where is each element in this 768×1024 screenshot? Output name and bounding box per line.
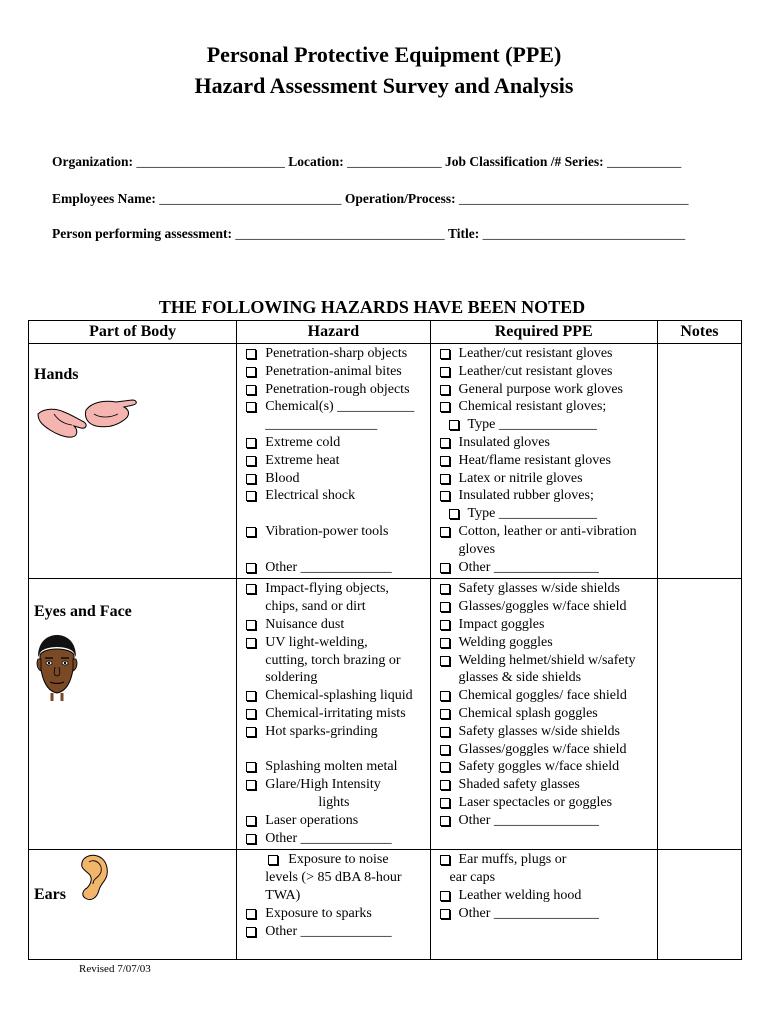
- checkbox-icon[interactable]: [246, 474, 256, 484]
- title-field[interactable]: ______________________________: [482, 226, 686, 241]
- hazard-checkbox-item[interactable]: Nuisance dust: [242, 616, 425, 634]
- checkbox-icon[interactable]: [440, 891, 450, 901]
- hazard-checkbox-item[interactable]: Electrical shock: [242, 487, 425, 505]
- ppe-checkbox-item[interactable]: Other _______________: [436, 559, 653, 577]
- ppe-cell-hands: [430, 344, 657, 579]
- ppe-type-item[interactable]: Type ______________: [436, 505, 653, 523]
- body-part-label-hands: Hands: [34, 366, 79, 383]
- checkbox-icon[interactable]: [440, 474, 450, 484]
- employee-name-label: Employees Name:: [52, 191, 156, 206]
- hazard-cell-ears: [237, 850, 430, 960]
- checkbox-icon[interactable]: [440, 727, 450, 737]
- hazard-table: [28, 320, 742, 960]
- hazard-checkbox-item[interactable]: Other _____________: [242, 830, 425, 848]
- hazard-checkbox-item[interactable]: Extreme heat: [242, 452, 425, 470]
- checkbox-icon[interactable]: [440, 438, 450, 448]
- ppe-checkbox-item[interactable]: Safety goggles w/face shield: [436, 758, 653, 776]
- table-row-eyes-face: [29, 579, 742, 850]
- ppe-continuation: ear caps: [449, 870, 496, 886]
- face-icon: [34, 621, 236, 708]
- ppe-checkbox-item[interactable]: Laser spectacles or goggles: [436, 794, 653, 812]
- ppe-checkbox-item[interactable]: Leather/cut resistant gloves: [436, 363, 653, 381]
- notes-cell-eyes-face[interactable]: [657, 579, 741, 850]
- hazard-checkbox-item[interactable]: Laser operations: [242, 812, 425, 830]
- checkbox-icon[interactable]: [440, 402, 450, 412]
- checkbox-icon[interactable]: [246, 816, 256, 826]
- ppe-type-item[interactable]: Type ______________: [436, 416, 653, 434]
- ppe-checkbox-item[interactable]: Ear muffs, plugs or: [436, 851, 653, 869]
- checkbox-icon[interactable]: [440, 709, 450, 719]
- checkbox-icon[interactable]: [246, 438, 256, 448]
- hazard-cell-hands: [237, 344, 430, 579]
- hazard-checkbox-item[interactable]: Exposure to noise: [242, 851, 425, 869]
- checkbox-icon[interactable]: [440, 780, 450, 790]
- checkbox-icon[interactable]: [246, 385, 256, 395]
- ppe-checkbox-item[interactable]: General purpose work gloves: [436, 381, 653, 399]
- hands-icon: [34, 384, 236, 455]
- revision-footer: Revised 7/07/03: [79, 963, 151, 975]
- hazard-continuation: chips, sand or dirt: [265, 599, 366, 615]
- ppe-checkbox-item[interactable]: Impact goggles: [436, 616, 653, 634]
- table-row-ears: [29, 850, 742, 960]
- ppe-list-ears: [431, 850, 657, 924]
- section-title: THE FOLLOWING HAZARDS HAVE BEEN NOTED: [158, 297, 586, 317]
- hazard-list-eyes-face: [237, 579, 429, 849]
- checkbox-icon[interactable]: [246, 762, 256, 772]
- checkbox-icon[interactable]: [449, 509, 459, 519]
- checkbox-icon[interactable]: [246, 691, 256, 701]
- checkbox-icon[interactable]: [440, 584, 450, 594]
- page-subtitle: Hazard Assessment Survey and Analysis: [194, 73, 574, 98]
- hazard-checkbox-item[interactable]: UV light-welding,: [242, 634, 425, 652]
- checkbox-icon[interactable]: [246, 727, 256, 737]
- hazard-continuation: lights: [318, 794, 350, 810]
- checkbox-icon[interactable]: [440, 367, 450, 377]
- ppe-checkbox-item[interactable]: Leather/cut resistant gloves: [436, 345, 653, 363]
- checkbox-icon[interactable]: [246, 834, 256, 844]
- checkbox-icon[interactable]: [440, 745, 450, 755]
- hazard-checkbox-item[interactable]: Chemical(s) ___________: [242, 398, 425, 416]
- ppe-checkbox-item[interactable]: Latex or nitrile gloves: [436, 470, 653, 488]
- checkbox-icon[interactable]: [440, 762, 450, 772]
- hazard-continuation: ________________: [265, 417, 378, 433]
- title-label: Title:: [447, 226, 480, 241]
- ppe-checkbox-item[interactable]: Welding helmet/shield w/safety: [436, 652, 653, 670]
- checkbox-icon[interactable]: [246, 909, 256, 919]
- ppe-checkbox-item[interactable]: Heat/flame resistant gloves: [436, 452, 653, 470]
- checkbox-icon[interactable]: [440, 909, 450, 919]
- info-row-1: [52, 154, 728, 170]
- assessor-field[interactable]: _______________________________: [235, 226, 448, 241]
- hazard-cell-eyes-face: [237, 579, 430, 850]
- table-header-row: [29, 321, 742, 344]
- checkbox-icon[interactable]: [246, 491, 256, 501]
- hazard-checkbox-item[interactable]: Other _____________: [242, 559, 425, 577]
- ppe-checkbox-item[interactable]: Chemical resistant gloves;: [436, 398, 653, 416]
- checkbox-icon[interactable]: [440, 638, 450, 648]
- checkbox-icon[interactable]: [440, 855, 450, 865]
- checkbox-icon[interactable]: [440, 491, 450, 501]
- job-classification-label: Job Classification /# Series:: [445, 154, 604, 169]
- spacer: [242, 741, 425, 759]
- ppe-list-hands: [431, 344, 657, 578]
- ppe-cell-ears: [430, 850, 657, 960]
- hazard-checkbox-item[interactable]: Glare/High Intensity: [242, 776, 425, 794]
- checkbox-icon[interactable]: [440, 385, 450, 395]
- hazard-checkbox-item[interactable]: Penetration-animal bites: [242, 363, 425, 381]
- checkbox-icon[interactable]: [246, 563, 256, 573]
- table-row-hands: [29, 344, 742, 579]
- organization-field[interactable]: ______________________: [136, 154, 289, 169]
- ppe-list-eyes-face: [431, 579, 657, 831]
- assessor-label: Person performing assessment:: [52, 226, 232, 241]
- checkbox-icon[interactable]: [440, 656, 450, 666]
- spacer: [242, 541, 425, 559]
- hazard-checkbox-item[interactable]: Vibration-power tools: [242, 523, 425, 541]
- body-part-label-eyes-face: Eyes and Face: [34, 603, 132, 621]
- hazard-list-hands: [237, 344, 429, 578]
- ppe-checkbox-item[interactable]: Other _______________: [436, 812, 653, 830]
- checkbox-icon[interactable]: [440, 349, 450, 359]
- hazard-checkbox-item[interactable]: Extreme cold: [242, 434, 425, 452]
- checkbox-icon[interactable]: [440, 691, 450, 701]
- operation-field[interactable]: __________________________________: [458, 191, 689, 206]
- info-row-2: [52, 191, 728, 207]
- employee-name-field[interactable]: ___________________________: [159, 191, 345, 206]
- checkbox-icon[interactable]: [246, 367, 256, 377]
- hazard-checkbox-item[interactable]: Penetration-sharp objects: [242, 345, 425, 363]
- organization-label: Organization:: [52, 154, 133, 169]
- location-label: Location:: [288, 154, 344, 169]
- ppe-checkbox-item[interactable]: Welding goggles: [436, 634, 653, 652]
- hazard-checkbox-item[interactable]: Chemical-irritating mists: [242, 705, 425, 723]
- ppe-checkbox-item[interactable]: Safety glasses w/side shields: [436, 723, 653, 741]
- header-required-ppe: Required PPE: [430, 321, 657, 344]
- ppe-checkbox-item[interactable]: Cotton, leather or anti-vibration: [436, 523, 653, 541]
- job-classification-field[interactable]: ___________: [607, 154, 682, 169]
- header-notes: Notes: [657, 321, 741, 344]
- hazard-continuation: TWA): [265, 887, 301, 903]
- notes-cell-hands[interactable]: [657, 344, 741, 579]
- hazard-continuation: cutting, torch brazing or: [265, 652, 401, 668]
- checkbox-icon[interactable]: [440, 798, 450, 808]
- body-part-cell: [29, 579, 237, 850]
- body-part-cell: [29, 850, 237, 960]
- checkbox-icon[interactable]: [440, 456, 450, 466]
- ppe-continuation: glasses & side shields: [458, 670, 582, 686]
- hazard-continuation: soldering: [265, 670, 318, 686]
- checkbox-icon[interactable]: [449, 420, 459, 430]
- hazard-list-ears: [237, 850, 429, 942]
- hazard-checkbox-item[interactable]: Exposure to sparks: [242, 905, 425, 923]
- ppe-checkbox-item[interactable]: Glasses/goggles w/face shield: [436, 741, 653, 759]
- ppe-checkbox-item[interactable]: Insulated rubber gloves;: [436, 487, 653, 505]
- ppe-checkbox-item[interactable]: Chemical splash goggles: [436, 705, 653, 723]
- hazard-checkbox-item[interactable]: Penetration-rough objects: [242, 381, 425, 399]
- hazard-checkbox-item[interactable]: Chemical-splashing liquid: [242, 687, 425, 705]
- spacer: [242, 505, 425, 523]
- checkbox-icon[interactable]: [246, 638, 256, 648]
- hazard-continuation: levels (> 85 dBA 8-hour: [265, 870, 402, 886]
- body-part-label-ears: Ears: [34, 886, 66, 904]
- hazard-checkbox-item[interactable]: Other _____________: [242, 923, 425, 941]
- hazard-checkbox-item[interactable]: Blood: [242, 470, 425, 488]
- ppe-cell-eyes-face: [430, 579, 657, 850]
- page-title: Personal Protective Equipment (PPE): [206, 42, 562, 67]
- checkbox-icon[interactable]: [440, 620, 450, 630]
- checkbox-icon[interactable]: [246, 927, 256, 937]
- checkbox-icon[interactable]: [440, 527, 450, 537]
- ppe-checkbox-item[interactable]: Insulated gloves: [436, 434, 653, 452]
- checkbox-icon[interactable]: [440, 563, 450, 573]
- checkbox-icon[interactable]: [246, 620, 256, 630]
- info-row-3: [52, 226, 728, 242]
- header-part-of-body: Part of Body: [29, 321, 237, 344]
- hazard-checkbox-item[interactable]: Hot sparks-grinding: [242, 723, 425, 741]
- hazard-checkbox-item[interactable]: Impact-flying objects,: [242, 580, 425, 598]
- ppe-checkbox-item[interactable]: Glasses/goggles w/face shield: [436, 598, 653, 616]
- body-part-cell: [29, 344, 237, 579]
- checkbox-icon[interactable]: [246, 709, 256, 719]
- operation-label: Operation/Process:: [344, 191, 456, 206]
- checkbox-icon[interactable]: [268, 855, 278, 865]
- checkbox-icon[interactable]: [246, 456, 256, 466]
- checkbox-icon[interactable]: [246, 402, 256, 412]
- notes-cell-ears[interactable]: [657, 850, 741, 960]
- hazard-checkbox-item[interactable]: Splashing molten metal: [242, 758, 425, 776]
- checkbox-icon[interactable]: [440, 816, 450, 826]
- ppe-checkbox-item[interactable]: Shaded safety glasses: [436, 776, 653, 794]
- checkbox-icon[interactable]: [246, 349, 256, 359]
- location-field[interactable]: ______________: [347, 154, 445, 169]
- ppe-checkbox-item[interactable]: Other _______________: [436, 905, 653, 923]
- ppe-checkbox-item[interactable]: Chemical goggles/ face shield: [436, 687, 653, 705]
- checkbox-icon[interactable]: [440, 602, 450, 612]
- header-hazard: Hazard: [237, 321, 430, 344]
- checkbox-icon[interactable]: [246, 584, 256, 594]
- ppe-checkbox-item[interactable]: Leather welding hood: [436, 887, 653, 905]
- checkbox-icon[interactable]: [246, 780, 256, 790]
- ppe-checkbox-item[interactable]: Safety glasses w/side shields: [436, 580, 653, 598]
- checkbox-icon[interactable]: [246, 527, 256, 537]
- ppe-continuation: gloves: [458, 541, 496, 557]
